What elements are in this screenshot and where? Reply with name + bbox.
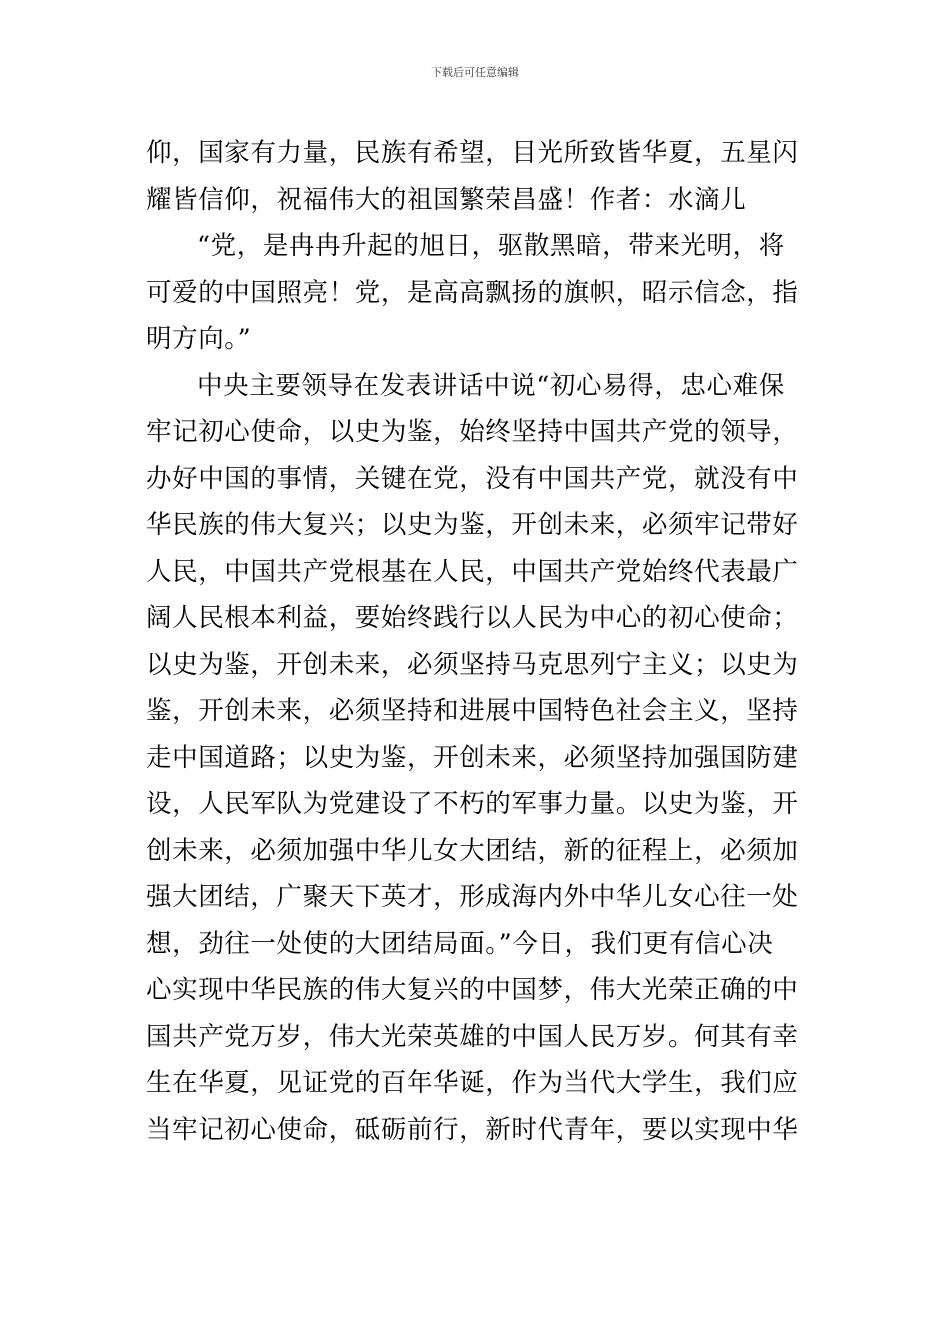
text-line: 明方向。” [146,324,252,354]
text-line: 耀皆信仰，祝福伟大的祖国繁荣昌盛！作者：水滴儿 [146,184,747,215]
text-line: 生在华夏，见证党的百年华诞，作为当代大学生，我们应 [146,1068,799,1098]
text-line: 办好中国的事情，关键在党，没有中国共产党，就没有中 [146,463,799,494]
text-line: 仰，国家有力量，民族有希望，目光所致皆华夏，五星闪 [146,138,799,168]
text-line: 当牢记初心使命，砥砺前行，新时代青年，要以实现中华 [146,1114,799,1145]
document-body [146,130,810,1153]
page-header: 下载后可任意编辑 [431,66,519,79]
text-line: 华民族的伟大复兴；以史为鉴，开创未来，必须牢记带好 [146,510,799,540]
text-line: 可爱的中国照亮！党，是高高飘扬的旗帜，昭示信念，指 [146,277,799,308]
text-line: 国共产党万岁，伟大光荣英雄的中国人民万岁。何其有幸 [146,1021,799,1052]
text-line: 走中国道路；以史为鉴，开创未来，必须坚持加强国防建 [146,742,799,773]
text-line: 鉴，开创未来，必须坚持和进展中国特色社会主义，坚持 [146,696,799,726]
text-line: 想，劲往一处使的大团结局面。”今日，我们更有信心决 [146,928,774,959]
paragraph-first-line: “党，是冉冉升起的旭日，驱散黑暗，带来光明，将 [197,231,785,261]
text-line: 阔人民根本利益，要始终践行以人民为中心的初心使命； [146,603,799,633]
text-line: 以史为鉴，开创未来，必须坚持马克思列宁主义；以史为 [146,649,799,680]
text-line: 心实现中华民族的伟大复兴的中国梦，伟大光荣正确的中 [146,975,799,1005]
text-line: 强大团结，广聚天下英才，形成海内外中华儿女心往一处 [146,882,799,912]
text-line: 牢记初心使命，以史为鉴，始终坚持中国共产党的领导， [146,417,799,447]
paragraph-first-line: 中央主要领导在发表讲话中说“初心易得，忠心难保 [197,370,785,401]
text-line: 创未来，必须加强中华儿女大团结，新的征程上，必须加 [146,835,799,866]
text-line: 设，人民军队为党建设了不朽的军事力量。以史为鉴，开 [146,789,799,819]
text-line: 人民，中国共产党根基在人民，中国共产党始终代表最广 [146,556,799,587]
